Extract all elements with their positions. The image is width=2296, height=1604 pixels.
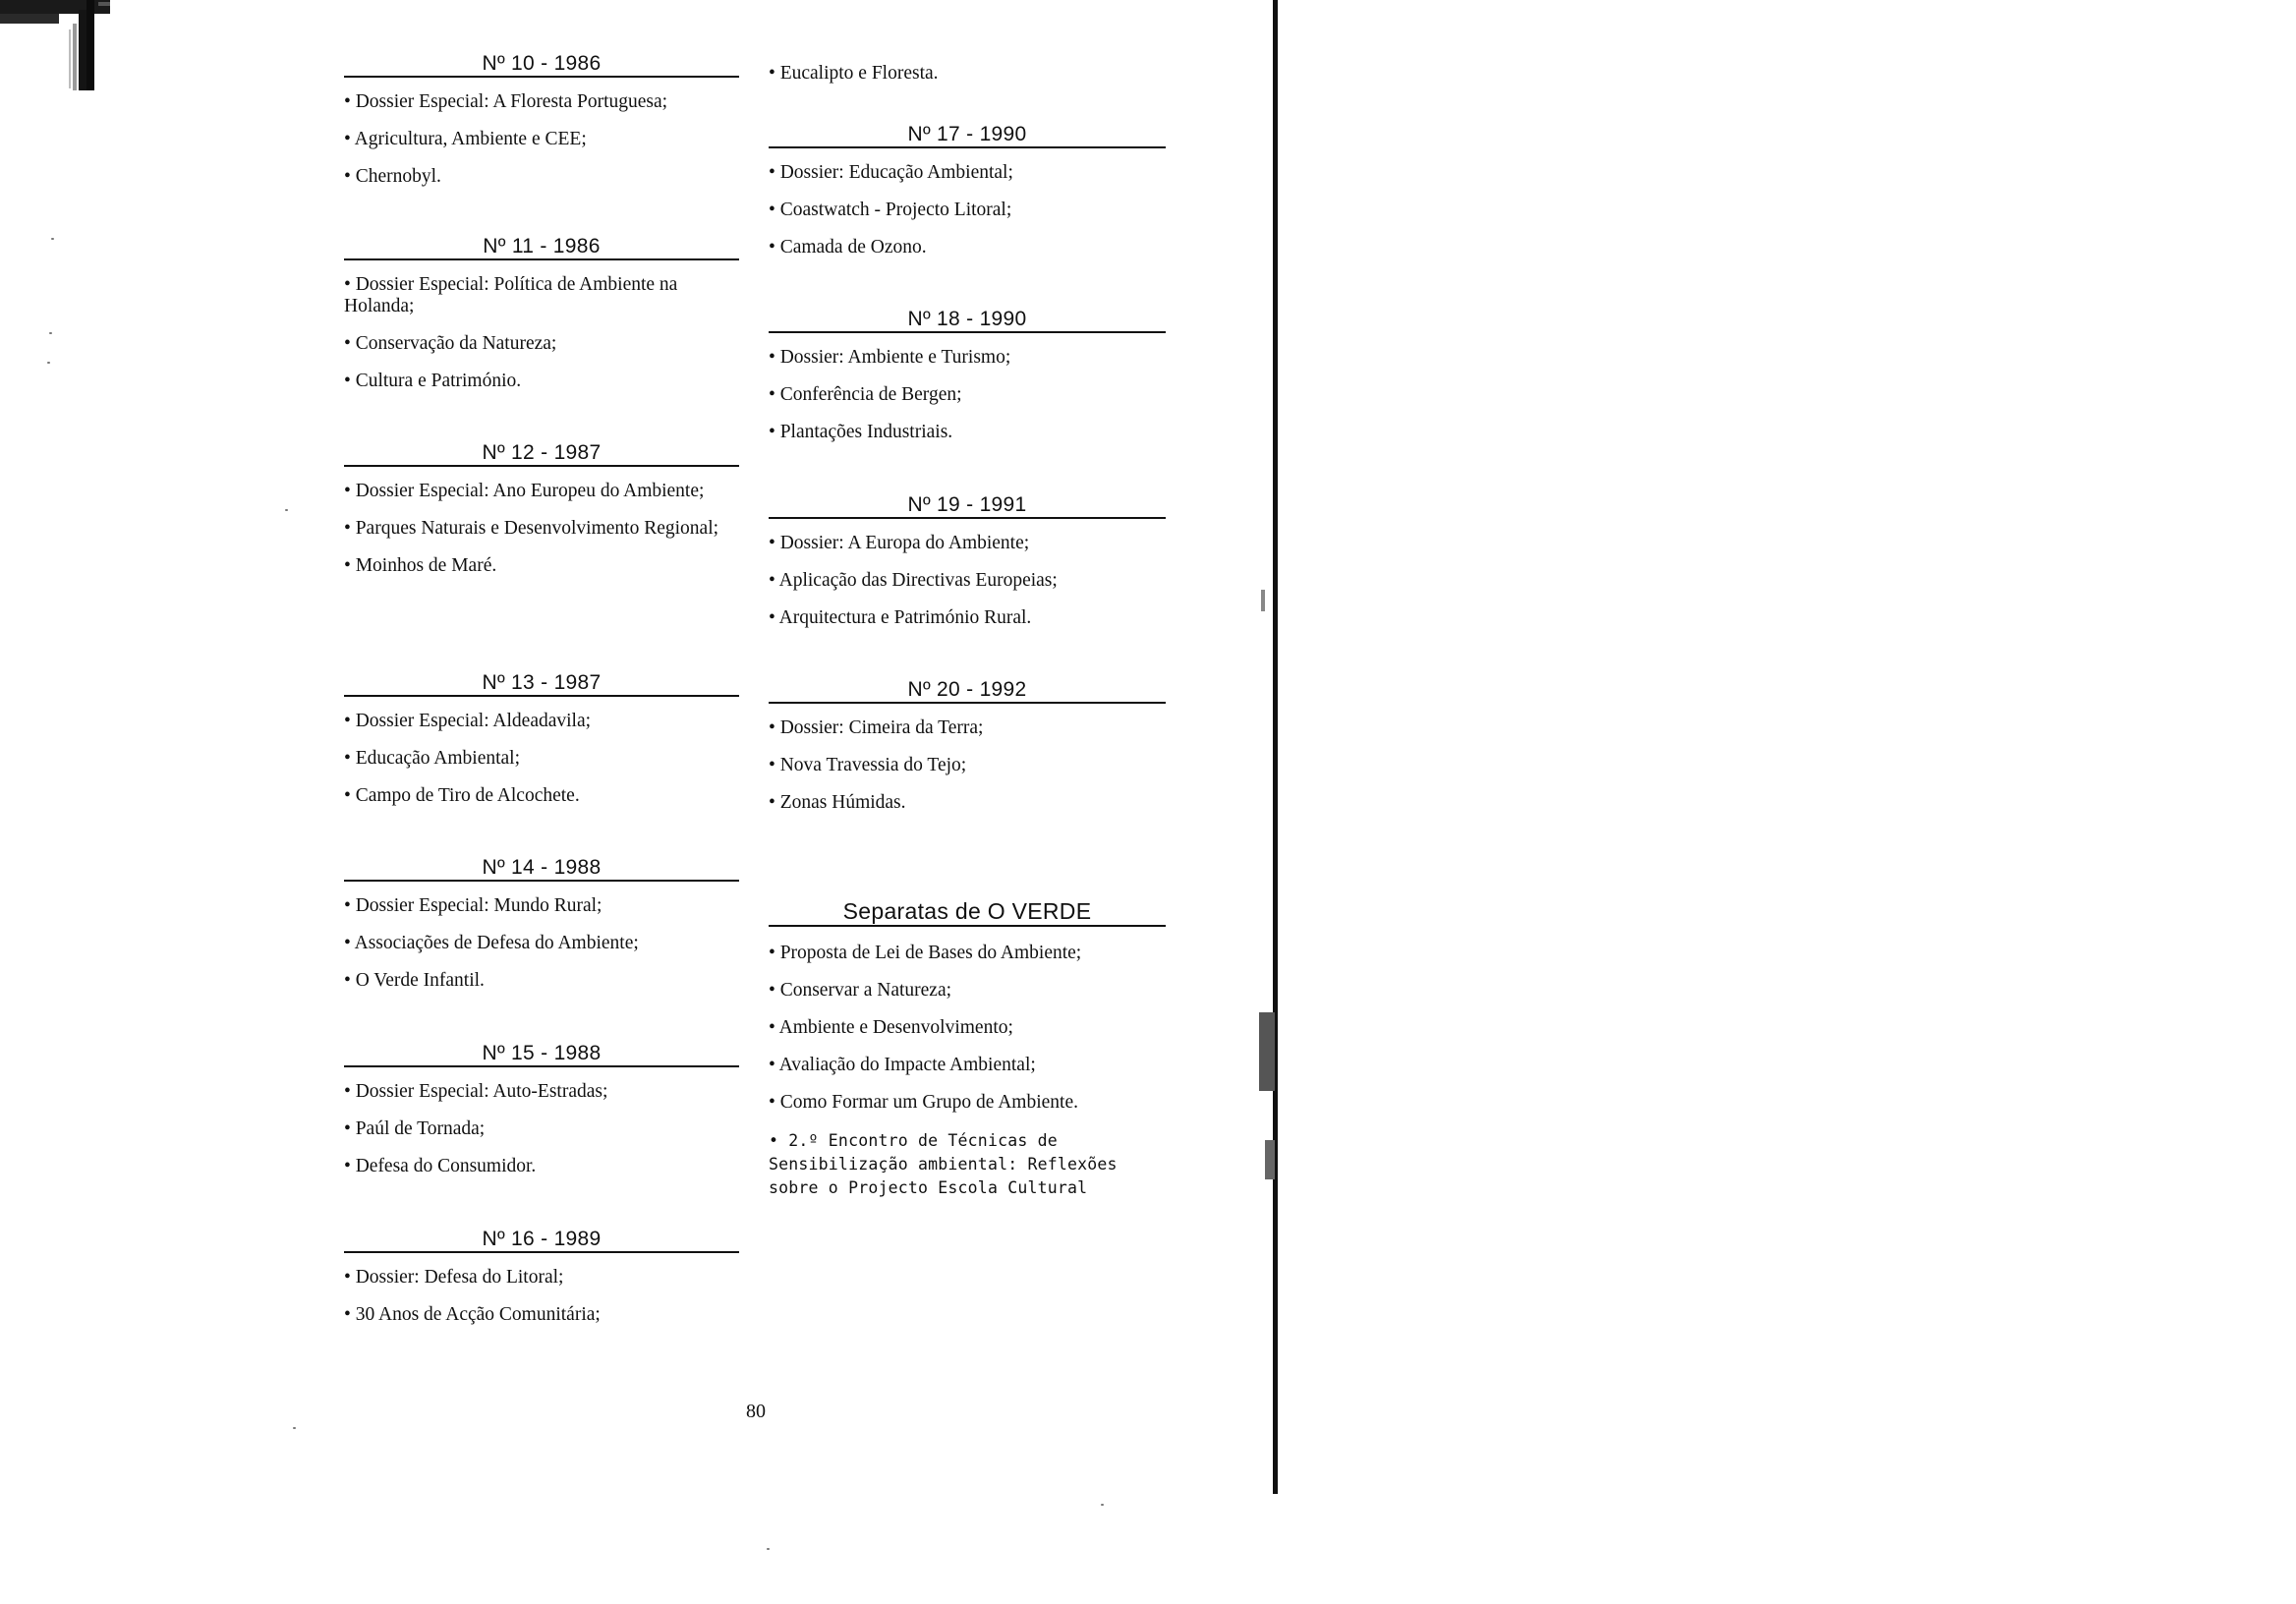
issue-heading: Nº 12 - 1987 bbox=[344, 440, 739, 467]
scan-speck bbox=[285, 509, 288, 511]
scan-speck bbox=[49, 332, 52, 334]
list-item: • Coastwatch - Projecto Litoral; bbox=[769, 200, 1012, 220]
spine-blot bbox=[1259, 1012, 1275, 1091]
issue-topic-list bbox=[769, 533, 1166, 629]
list-item: • Zonas Húmidas. bbox=[769, 792, 906, 813]
issue-19 bbox=[769, 492, 1166, 645]
separatas-list bbox=[769, 943, 1166, 1200]
issue-heading: Nº 18 - 1990 bbox=[769, 307, 1166, 333]
scan-speck bbox=[51, 238, 54, 240]
list-item: • Conferência de Bergen; bbox=[769, 384, 962, 405]
list-item: • Aplicação das Directivas Europeias; bbox=[769, 570, 1058, 591]
issue-topic-list bbox=[769, 162, 1166, 258]
issue-heading: Nº 19 - 1991 bbox=[769, 492, 1166, 519]
list-item: • Conservação da Natureza; bbox=[344, 333, 557, 354]
list-item: • Eucalipto e Floresta. bbox=[769, 63, 939, 84]
issue-16 bbox=[344, 1227, 739, 1342]
issue-11 bbox=[344, 234, 739, 408]
list-item: • Campo de Tiro de Alcochete. bbox=[344, 785, 580, 806]
list-item: • Parques Naturais e Desenvolvimento Regional; bbox=[344, 518, 719, 539]
separatas-section bbox=[769, 897, 1166, 1216]
list-item: • Cultura e Património. bbox=[344, 371, 522, 391]
list-item: • O Verde Infantil. bbox=[344, 970, 485, 991]
list-item: • Avaliação do Impacte Ambiental; bbox=[769, 1055, 1036, 1075]
issue-heading: Nº 16 - 1989 bbox=[344, 1227, 739, 1253]
issue-topic-list bbox=[344, 711, 739, 807]
list-item: • Plantações Industriais. bbox=[769, 422, 953, 442]
issue-heading: Nº 15 - 1988 bbox=[344, 1041, 739, 1067]
issue-12 bbox=[344, 440, 739, 593]
list-item: • Dossier Especial: Política de Ambiente na Holanda; bbox=[344, 274, 678, 316]
list-item: • Dossier Especial: Mundo Rural; bbox=[344, 895, 603, 916]
issue-topic-list bbox=[344, 1081, 739, 1177]
issue-topic-list bbox=[344, 91, 739, 188]
issue-heading: Nº 17 - 1990 bbox=[769, 122, 1166, 148]
separatas-heading: Separatas de O VERDE bbox=[769, 897, 1166, 927]
issue-topic-list bbox=[769, 63, 1166, 85]
issue-topic-list bbox=[769, 347, 1166, 443]
list-item: • Dossier: A Europa do Ambiente; bbox=[769, 533, 1030, 553]
list-item: • Dossier: Cimeira da Terra; bbox=[769, 717, 984, 738]
list-item: • Arquitectura e Património Rural. bbox=[769, 607, 1032, 628]
issue-topic-list bbox=[344, 1267, 739, 1326]
list-item: • Paúl de Tornada; bbox=[344, 1118, 486, 1139]
list-item: • Chernobyl. bbox=[344, 166, 441, 187]
spine-blot bbox=[1261, 590, 1265, 611]
list-item: • 30 Anos de Acção Comunitária; bbox=[344, 1304, 601, 1325]
issue-topic-list bbox=[344, 481, 739, 577]
list-item: • Dossier: Ambiente e Turismo; bbox=[769, 347, 1011, 368]
page-number: 80 bbox=[746, 1401, 766, 1422]
list-item: • 2.º Encontro de Técnicas de Sensibilização ambiental: Reflexões sobre o Projecto Escola Cultural bbox=[769, 1131, 1118, 1197]
scan-corner-artifact bbox=[0, 0, 110, 90]
spine-blot bbox=[1265, 1140, 1275, 1179]
list-item: • Como Formar um Grupo de Ambiente. bbox=[769, 1092, 1078, 1113]
issue-17 bbox=[769, 122, 1166, 274]
list-item: • Ambiente e Desenvolvimento; bbox=[769, 1017, 1013, 1038]
scan-speck bbox=[47, 362, 50, 364]
list-item: • Educação Ambiental; bbox=[344, 748, 521, 769]
scan-speck bbox=[767, 1548, 770, 1550]
list-item: • Moinhos de Maré. bbox=[344, 555, 497, 576]
list-item: • Dossier: Educação Ambiental; bbox=[769, 162, 1013, 183]
list-item: • Agricultura, Ambiente e CEE; bbox=[344, 129, 587, 149]
issue-heading: Nº 13 - 1987 bbox=[344, 670, 739, 697]
issue-heading: Nº 20 - 1992 bbox=[769, 677, 1166, 704]
list-item: • Dossier: Defesa do Litoral; bbox=[344, 1267, 564, 1288]
list-item: • Dossier Especial: Ano Europeu do Ambiente; bbox=[344, 481, 705, 501]
issue-14 bbox=[344, 855, 739, 1007]
issue-heading: Nº 10 - 1986 bbox=[344, 51, 739, 78]
list-item: • Proposta de Lei de Bases do Ambiente; bbox=[769, 943, 1082, 963]
list-item: • Dossier Especial: Aldeadavila; bbox=[344, 711, 592, 731]
scan-speck bbox=[1101, 1504, 1104, 1506]
issue-13 bbox=[344, 670, 739, 823]
issue-heading: Nº 11 - 1986 bbox=[344, 234, 739, 260]
issue-topic-list bbox=[769, 717, 1166, 814]
issue-heading: Nº 14 - 1988 bbox=[344, 855, 739, 882]
issue-18 bbox=[769, 307, 1166, 459]
list-item: • Conservar a Natureza; bbox=[769, 980, 952, 1001]
issue-10 bbox=[344, 51, 739, 203]
page-spine-shadow bbox=[1273, 0, 1278, 1494]
list-item: • Camada de Ozono. bbox=[769, 237, 927, 258]
issue-topic-list bbox=[344, 895, 739, 992]
issue-16-continuation bbox=[769, 63, 1166, 100]
scan-speck bbox=[293, 1427, 296, 1429]
list-item: • Associações de Defesa do Ambiente; bbox=[344, 933, 639, 953]
list-item: • Dossier Especial: Auto-Estradas; bbox=[344, 1081, 608, 1102]
list-item: • Nova Travessia do Tejo; bbox=[769, 755, 967, 775]
issue-15 bbox=[344, 1041, 739, 1193]
list-item: • Defesa do Consumidor. bbox=[344, 1156, 537, 1176]
list-item: • Dossier Especial: A Floresta Portuguesa; bbox=[344, 91, 668, 112]
issue-20 bbox=[769, 677, 1166, 830]
issue-topic-list bbox=[344, 274, 739, 392]
